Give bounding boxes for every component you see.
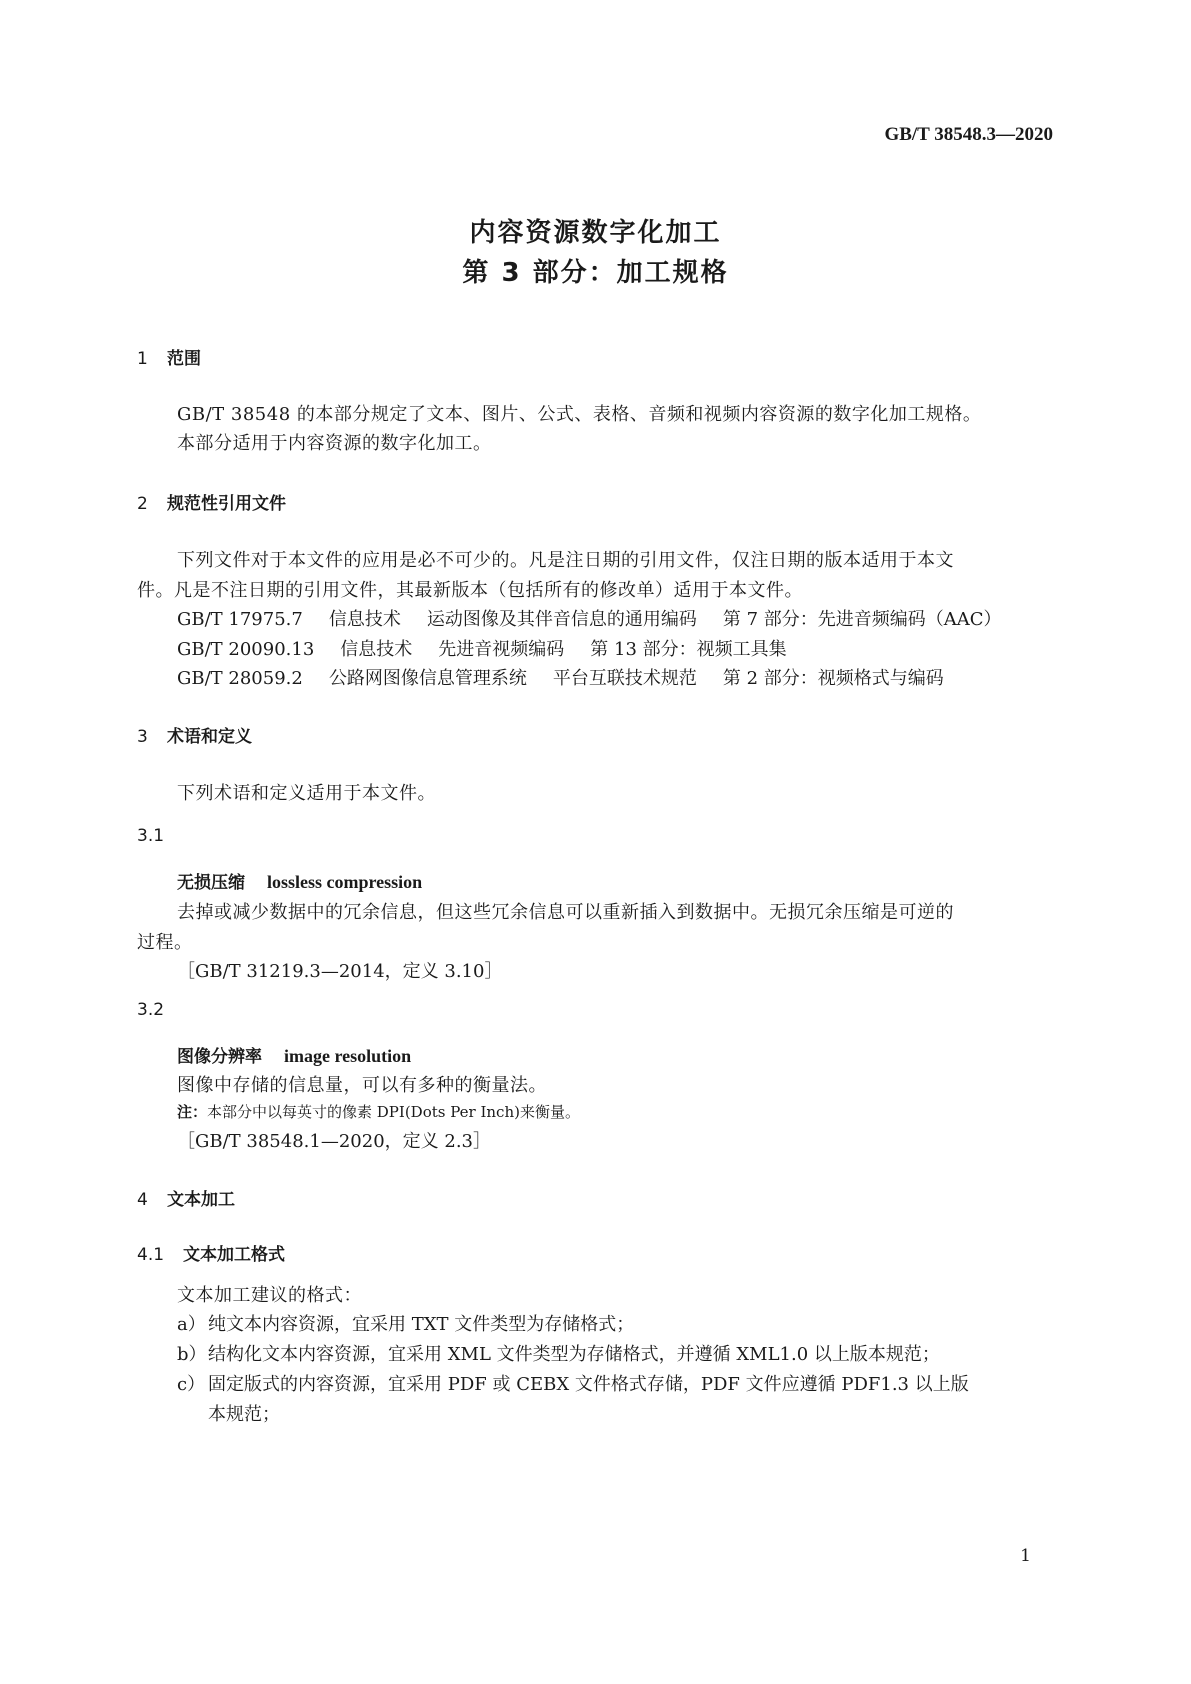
section-title: 术语和定义 (167, 727, 252, 747)
subsection-title: 文本加工格式 (183, 1245, 285, 1265)
reference-title: 信息技术 (328, 609, 401, 630)
document-subtitle: 第 3 部分：加工规格 (462, 258, 729, 288)
reference-code: GB/T 20090.13 (177, 639, 315, 660)
paragraph: 下列术语和定义适用于本文件。 (177, 783, 436, 804)
term-source: ［GB/T 38548.1—2020，定义 2.3］ (177, 1131, 491, 1152)
term-entry (177, 1042, 411, 1067)
list-item-label: c） (177, 1374, 206, 1395)
section-4-heading (137, 1185, 235, 1210)
paragraph: 文本加工建议的格式： (177, 1285, 362, 1306)
reference-title: 运动图像及其伴音信息的通用编码 (426, 609, 697, 630)
section-1-heading (137, 344, 201, 369)
subsection-4-1-heading (137, 1240, 285, 1265)
reference-title: 第 13 部分：视频工具集 (590, 639, 787, 660)
paragraph: 本部分适用于内容资源的数字化加工。 (177, 433, 492, 454)
page-number: 1 (1020, 1546, 1031, 1566)
list-item: 纯文本内容资源，宜采用 TXT 文件类型为存储格式； (208, 1314, 635, 1335)
section-number: 4 (137, 1190, 148, 1210)
section-number: 1 (137, 349, 148, 369)
reference-item (177, 605, 1002, 631)
list-item: 结构化文本内容资源，宜采用 XML 文件类型为存储格式，并遵循 XML1.0 以上版本规范； (208, 1344, 940, 1365)
reference-title: 先进音视频编码 (438, 639, 565, 660)
reference-title: 信息技术 (340, 639, 413, 660)
reference-item (177, 664, 944, 690)
paragraph: GB/T 38548 的本部分规定了文本、图片、公式、表格、音频和视频内容资源的数字化加工规格。 (177, 404, 982, 425)
section-number: 3 (137, 727, 148, 747)
section-title: 文本加工 (167, 1190, 235, 1210)
term-definition: 去掉或减少数据中的冗余信息，但这些冗余信息可以重新插入到数据中。无损冗余压缩是可逆的 (177, 902, 954, 923)
reference-title: 平台互联技术规范 (552, 668, 697, 689)
term-number: 3.1 (137, 826, 165, 846)
term-definition: 图像中存储的信息量，可以有多种的衡量法。 (177, 1075, 547, 1096)
term-chinese: 图像分辨率 (177, 1047, 262, 1067)
list-item-label: a） (177, 1314, 206, 1335)
reference-code: GB/T 17975.7 (177, 609, 303, 630)
section-title: 规范性引用文件 (167, 494, 286, 514)
paragraph-continued: 件。凡是不注日期的引用文件，其最新版本（包括所有的修改单）适用于本文件。 (137, 580, 803, 601)
reference-code: GB/T 28059.2 (177, 668, 303, 689)
list-item-continued: 本规范； (208, 1404, 280, 1425)
term-entry (177, 868, 422, 893)
note-text: 本部分中以每英寸的像素 DPI(Dots Per Inch)来衡量。 (207, 1103, 580, 1121)
term-chinese: 无损压缩 (177, 873, 245, 893)
term-number: 3.2 (137, 1000, 165, 1020)
paragraph: 下列文件对于本文件的应用是必不可少的。凡是注日期的引用文件，仅注日期的版本适用于本文 (177, 550, 954, 571)
reference-title: 公路网图像信息管理系统 (328, 668, 527, 689)
term-english: lossless compression (267, 872, 423, 892)
subsection-number: 4.1 (137, 1245, 165, 1265)
reference-item (177, 635, 787, 661)
note-label: 注： (177, 1103, 208, 1121)
list-item-label: b） (177, 1344, 207, 1365)
section-title: 范围 (167, 349, 201, 369)
term-english: image resolution (284, 1046, 412, 1066)
reference-title: 第 7 部分：先进音频编码（AAC） (722, 609, 1002, 630)
term-definition-continued: 过程。 (137, 932, 193, 953)
list-item: 固定版式的内容资源，宜采用 PDF 或 CEBX 文件格式存储，PDF 文件应遵循 PDF1.3 以上版 (208, 1374, 969, 1395)
reference-title: 第 2 部分：视频格式与编码 (722, 668, 944, 689)
section-number: 2 (137, 494, 148, 514)
document-title: 内容资源数字化加工 (469, 218, 722, 248)
term-source: ［GB/T 31219.3—2014，定义 3.10］ (177, 961, 503, 982)
standard-number: GB/T 38548.3—2020 (884, 124, 1053, 145)
section-2-heading (137, 489, 286, 514)
section-3-heading (137, 722, 252, 747)
term-note (177, 1101, 580, 1122)
